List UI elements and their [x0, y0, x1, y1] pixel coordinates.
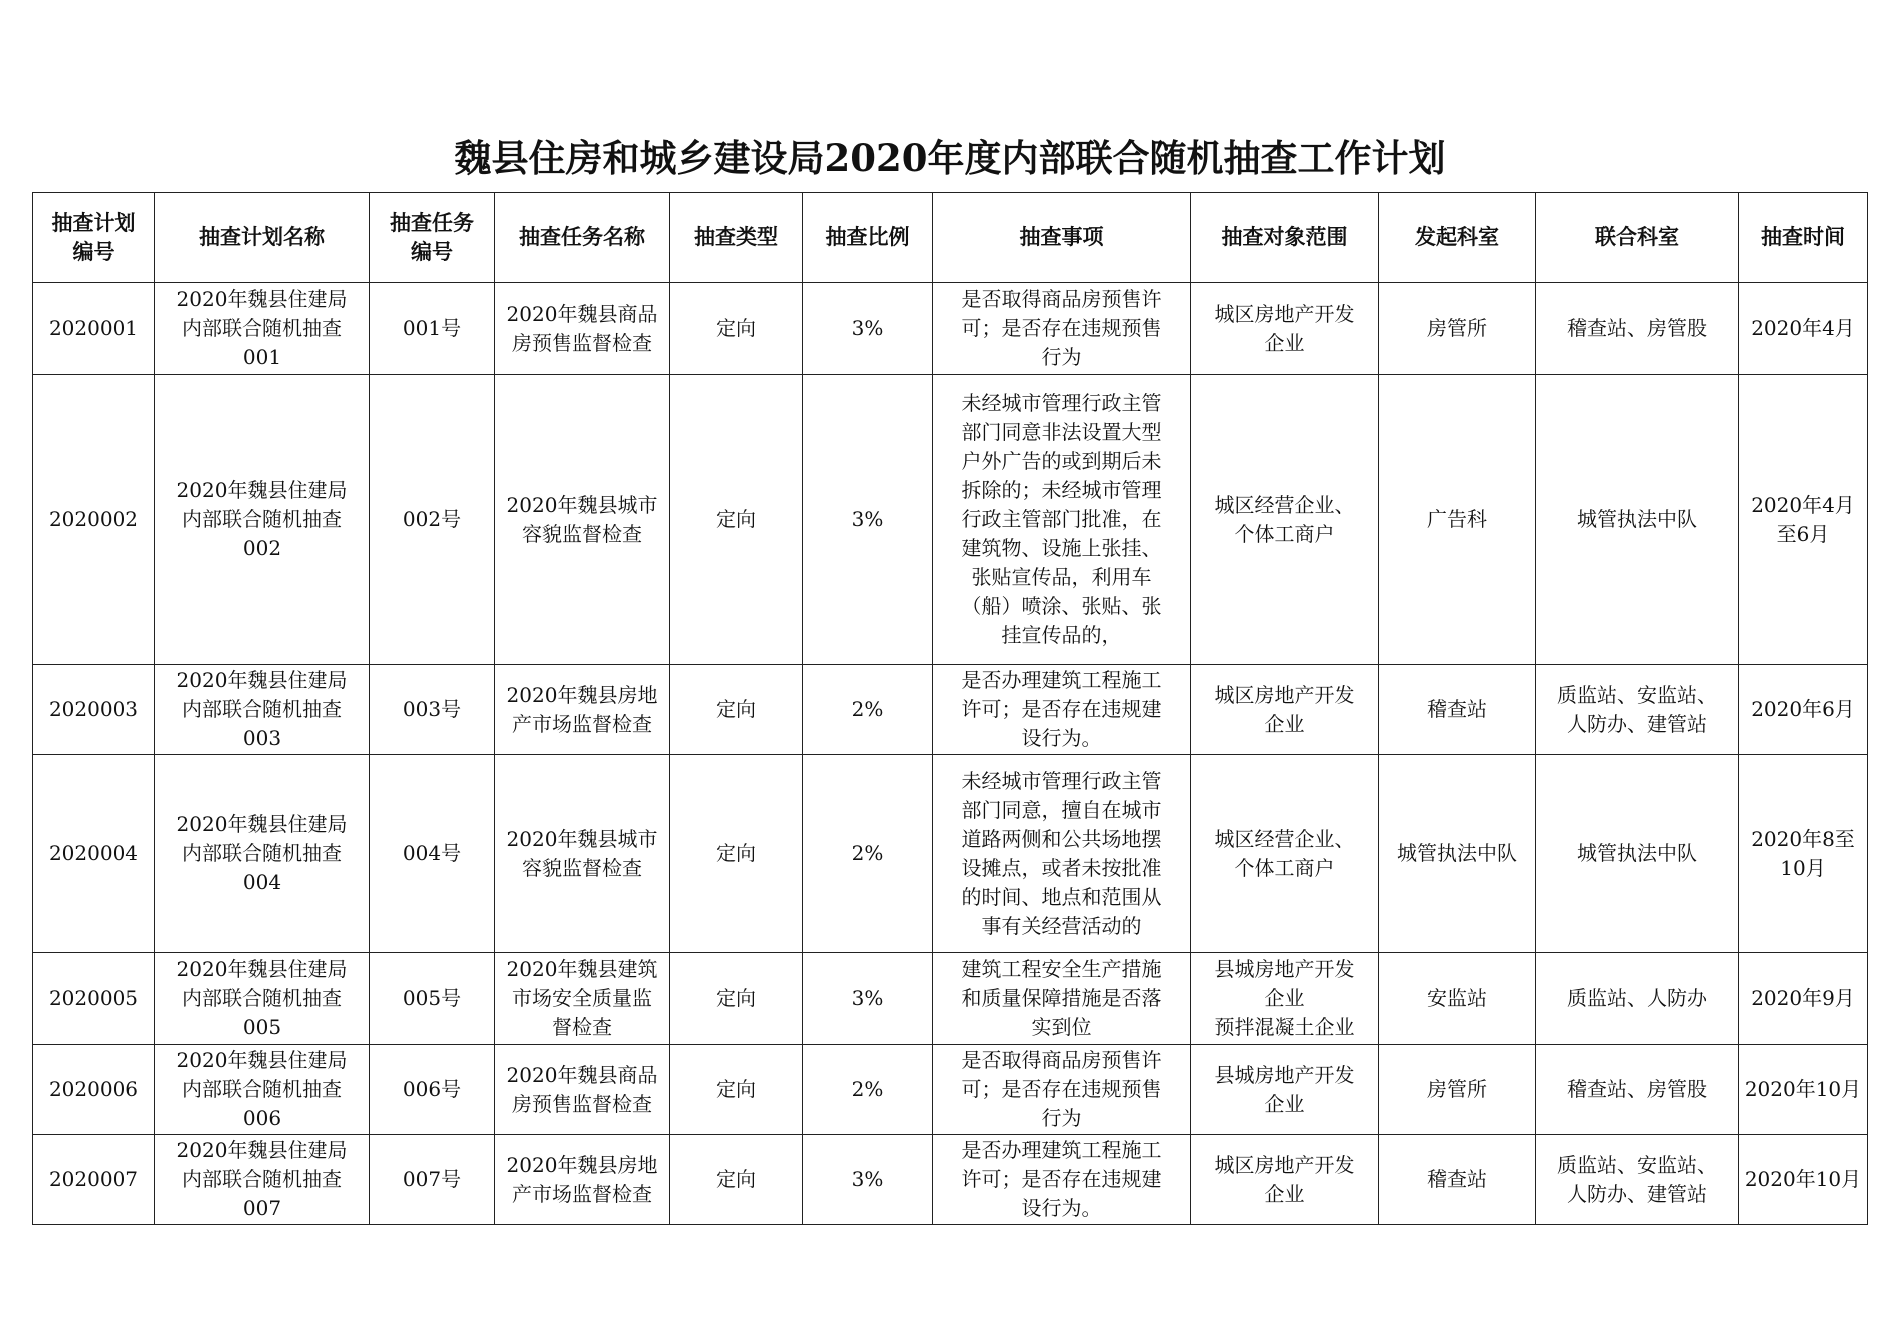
table-row	[33, 1045, 1868, 1135]
cell-plan-name: 2020年魏县住建局 内部联合随机抽查 005	[155, 953, 370, 1045]
cell-task-no: 005号	[370, 953, 495, 1045]
cell-task-name: 2020年魏县商品 房预售监督检查	[495, 1045, 670, 1135]
cell-joint-depts: 城管执法中队	[1536, 755, 1739, 953]
cell-plan-name: 2020年魏县住建局 内部联合随机抽查 007	[155, 1135, 370, 1225]
cell-matters: 是否办理建筑工程施工 许可；是否存在违规建 设行为。	[933, 1135, 1191, 1225]
cell-matters: 未经城市管理行政主管 部门同意，擅自在城市 道路两侧和公共场地摆 设摊点，或者未按批准 的时间、地点和范围从 事有关经营活动的	[933, 755, 1191, 953]
cell-target-scope: 县城房地产开发 企业	[1191, 1045, 1379, 1135]
header-plan-no: 抽查计划 编号	[33, 193, 155, 283]
header-matters: 抽查事项	[933, 193, 1191, 283]
cell-plan-name: 2020年魏县住建局 内部联合随机抽查 006	[155, 1045, 370, 1135]
cell-plan-name: 2020年魏县住建局 内部联合随机抽查 001	[155, 283, 370, 375]
cell-task-no: 002号	[370, 375, 495, 665]
cell-type: 定向	[670, 1045, 803, 1135]
cell-matters: 是否取得商品房预售许 可；是否存在违规预售 行为	[933, 283, 1191, 375]
header-type: 抽查类型	[670, 193, 803, 283]
cell-joint-depts: 城管执法中队	[1536, 375, 1739, 665]
cell-task-name: 2020年魏县建筑 市场安全质量监 督检查	[495, 953, 670, 1045]
cell-plan-name: 2020年魏县住建局 内部联合随机抽查 002	[155, 375, 370, 665]
cell-task-name: 2020年魏县房地 产市场监督检查	[495, 1135, 670, 1225]
cell-matters: 是否取得商品房预售许 可；是否存在违规预售 行为	[933, 1045, 1191, 1135]
cell-ratio: 2%	[803, 755, 933, 953]
cell-joint-depts: 质监站、安监站、 人防办、建管站	[1536, 1135, 1739, 1225]
table-row	[33, 755, 1868, 953]
table-row	[33, 953, 1868, 1045]
cell-matters: 建筑工程安全生产措施 和质量保障措施是否落 实到位	[933, 953, 1191, 1045]
cell-task-no: 007号	[370, 1135, 495, 1225]
cell-initiating-dept: 稽查站	[1379, 1135, 1536, 1225]
cell-joint-depts: 稽查站、房管股	[1536, 283, 1739, 375]
cell-task-name: 2020年魏县城市 容貌监督检查	[495, 755, 670, 953]
cell-task-name: 2020年魏县商品 房预售监督检查	[495, 283, 670, 375]
header-target-scope: 抽查对象范围	[1191, 193, 1379, 283]
table-row	[33, 665, 1868, 755]
header-joint-depts: 联合科室	[1536, 193, 1739, 283]
cell-initiating-dept: 房管所	[1379, 283, 1536, 375]
cell-plan-name: 2020年魏县住建局 内部联合随机抽查 003	[155, 665, 370, 755]
cell-target-scope: 城区经营企业、 个体工商户	[1191, 375, 1379, 665]
cell-matters: 是否办理建筑工程施工 许可；是否存在违规建 设行为。	[933, 665, 1191, 755]
cell-ratio: 3%	[803, 953, 933, 1045]
cell-type: 定向	[670, 755, 803, 953]
header-ratio: 抽查比例	[803, 193, 933, 283]
cell-time: 2020年9月	[1739, 953, 1868, 1045]
cell-plan-no: 2020003	[33, 665, 155, 755]
cell-task-name: 2020年魏县房地 产市场监督检查	[495, 665, 670, 755]
cell-task-name: 2020年魏县城市 容貌监督检查	[495, 375, 670, 665]
cell-time: 2020年10月	[1739, 1045, 1868, 1135]
cell-target-scope: 城区房地产开发 企业	[1191, 1135, 1379, 1225]
cell-plan-no: 2020005	[33, 953, 155, 1045]
cell-initiating-dept: 安监站	[1379, 953, 1536, 1045]
cell-target-scope: 城区经营企业、 个体工商户	[1191, 755, 1379, 953]
cell-task-no: 001号	[370, 283, 495, 375]
cell-time: 2020年4月	[1739, 283, 1868, 375]
cell-type: 定向	[670, 665, 803, 755]
cell-plan-no: 2020001	[33, 283, 155, 375]
table-row	[33, 283, 1868, 375]
cell-plan-no: 2020002	[33, 375, 155, 665]
cell-target-scope: 县城房地产开发 企业 预拌混凝土企业	[1191, 953, 1379, 1045]
cell-ratio: 3%	[803, 283, 933, 375]
cell-initiating-dept: 城管执法中队	[1379, 755, 1536, 953]
cell-joint-depts: 稽查站、房管股	[1536, 1045, 1739, 1135]
cell-plan-no: 2020004	[33, 755, 155, 953]
header-time: 抽查时间	[1739, 193, 1868, 283]
cell-initiating-dept: 稽查站	[1379, 665, 1536, 755]
cell-joint-depts: 质监站、人防办	[1536, 953, 1739, 1045]
cell-ratio: 3%	[803, 1135, 933, 1225]
header-task-name: 抽查任务名称	[495, 193, 670, 283]
cell-type: 定向	[670, 283, 803, 375]
cell-type: 定向	[670, 1135, 803, 1225]
cell-initiating-dept: 广告科	[1379, 375, 1536, 665]
cell-target-scope: 城区房地产开发 企业	[1191, 665, 1379, 755]
cell-time: 2020年4月 至6月	[1739, 375, 1868, 665]
cell-plan-no: 2020007	[33, 1135, 155, 1225]
cell-ratio: 2%	[803, 665, 933, 755]
cell-ratio: 3%	[803, 375, 933, 665]
cell-time: 2020年8至 10月	[1739, 755, 1868, 953]
cell-time: 2020年6月	[1739, 665, 1868, 755]
cell-type: 定向	[670, 375, 803, 665]
cell-task-no: 003号	[370, 665, 495, 755]
document-title: 魏县住房和城乡建设局2020年度内部联合随机抽查工作计划	[454, 136, 1446, 180]
table-row	[33, 375, 1868, 665]
cell-ratio: 2%	[803, 1045, 933, 1135]
cell-target-scope: 城区房地产开发 企业	[1191, 283, 1379, 375]
cell-joint-depts: 质监站、安监站、 人防办、建管站	[1536, 665, 1739, 755]
cell-matters: 未经城市管理行政主管 部门同意非法设置大型 户外广告的或到期后未 拆除的；未经城市管理 行政主管部门批准，在 建筑物、设施上张挂、 张贴宣传品，利用车 （船）喷涂、张贴、张 挂宣传品的，	[933, 375, 1191, 665]
cell-initiating-dept: 房管所	[1379, 1045, 1536, 1135]
cell-task-no: 006号	[370, 1045, 495, 1135]
cell-task-no: 004号	[370, 755, 495, 953]
cell-type: 定向	[670, 953, 803, 1045]
header-task-no: 抽查任务 编号	[370, 193, 495, 283]
cell-plan-name: 2020年魏县住建局 内部联合随机抽查 004	[155, 755, 370, 953]
header-plan-name: 抽查计划名称	[155, 193, 370, 283]
header-initiating-dept: 发起科室	[1379, 193, 1536, 283]
inspection-plan-table	[32, 192, 1868, 1225]
cell-plan-no: 2020006	[33, 1045, 155, 1135]
table-header-row	[33, 193, 1868, 283]
table-row	[33, 1135, 1868, 1225]
cell-time: 2020年10月	[1739, 1135, 1868, 1225]
